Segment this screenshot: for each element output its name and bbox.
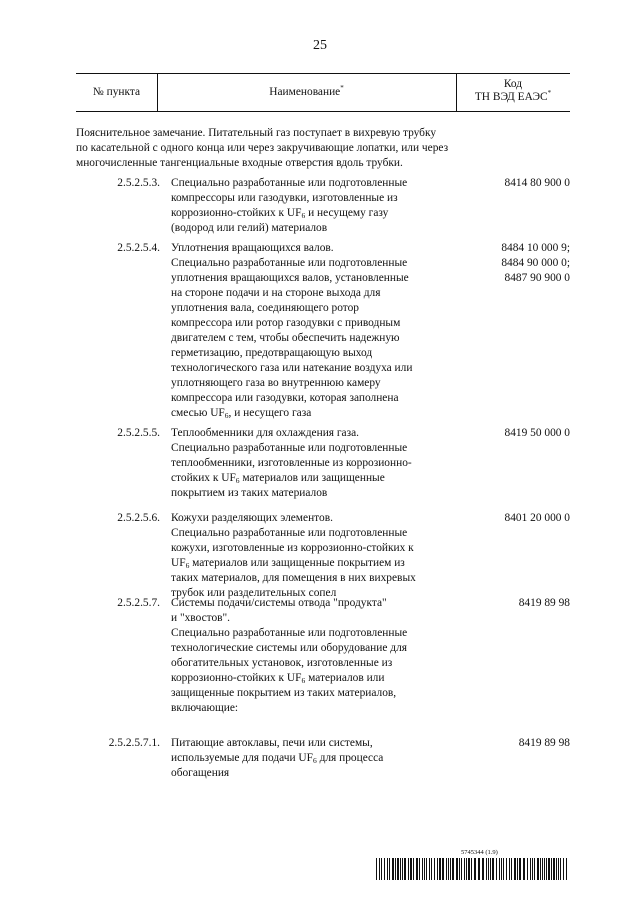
header-name-label: Наименование (269, 86, 341, 98)
item-description (171, 736, 456, 781)
explanatory-note (76, 126, 570, 171)
barcode-bar (519, 858, 521, 880)
barcode-bar (461, 858, 462, 880)
footnote-mark: * (340, 84, 344, 92)
description-line: трубок или разделительных сопел (171, 587, 337, 599)
item-number: 2.5.2.5.5. (117, 427, 160, 439)
barcode-bar (490, 858, 491, 880)
description-line: Специально разработанные или подготовленные (171, 177, 408, 189)
barcode-bar (459, 858, 460, 880)
header-code-column (456, 78, 570, 104)
code-line: 8401 20 000 0 (504, 512, 570, 524)
item-description (171, 241, 456, 421)
table-header-bottom-rule (76, 111, 570, 112)
note-line: Пояснительное замечание. Питательный газ поступает в вихревую трубку (76, 127, 437, 139)
item-number: 2.5.2.5.7. (117, 597, 160, 609)
barcode-bar (511, 858, 512, 880)
description-line: коррозионно-стойких к $UF_6$ материалов или (171, 672, 385, 685)
barcode-bar (437, 858, 438, 880)
barcode-bar (392, 858, 394, 880)
barcode-bar (400, 858, 401, 880)
barcode-bar (523, 858, 525, 880)
barcode-bar (496, 858, 497, 880)
description-line: уплотнения вращающихся валов, установленные (171, 272, 409, 284)
description-line: $UF_6$ материалов или защищенные покрытием из (171, 557, 405, 570)
description-line: используемые для подачи $UF_6$ для процесса (171, 752, 384, 765)
description-line: технологического газа или натекание воздуха или (171, 362, 413, 374)
subscript: 6 (224, 411, 229, 420)
barcode-bar (379, 858, 380, 880)
code-line: 8419 89 98 (518, 597, 570, 609)
barcode-bar (544, 858, 545, 880)
barcode-bar (517, 858, 518, 880)
barcode-bar (424, 858, 425, 880)
barcode-bar (499, 858, 500, 880)
barcode-bar (546, 858, 547, 880)
barcode-bar (514, 858, 516, 880)
description-line: Специально разработанные или подготовленные (171, 627, 408, 639)
description-line: смесью $UF_6$, и несущего газа (171, 407, 312, 420)
barcode-bar (563, 858, 564, 880)
description-line: двигателем с тем, чтобы обеспечить надежную (171, 332, 400, 344)
description-line: и "хвостов". (171, 612, 231, 624)
barcode-bar (402, 858, 403, 880)
barcode-bar (422, 858, 423, 880)
description-line: теплообменники, изготовленные из коррозионно- (171, 457, 412, 469)
description-line: Специально разработанные или подготовленные (171, 527, 408, 539)
document-reference: 5745344 (1.9) (461, 849, 498, 856)
barcode-bar (464, 858, 465, 880)
barcode-bar (468, 858, 470, 880)
description-line: уплотнения вала, соединяющего ротор (171, 302, 359, 314)
barcode-bar (456, 858, 458, 880)
description-line: таких материалов, для помещения в них вихревых (171, 572, 416, 584)
subscript: 6 (235, 476, 240, 485)
description-line: компрессора или ротор газодувки с приводным (171, 317, 401, 329)
barcode-bar (410, 858, 412, 880)
barcode-bar (530, 858, 531, 880)
description-line: кожухи, изготовленные из коррозионно-стойких к (171, 542, 414, 554)
barcode-bar (478, 858, 480, 880)
item-code (456, 511, 570, 526)
item-code (456, 426, 570, 441)
barcode-bar (537, 858, 539, 880)
barcode-bar (452, 858, 454, 880)
barcode-bar (426, 858, 427, 880)
item-number: 2.5.2.5.6. (117, 512, 160, 524)
barcode-bar (448, 858, 449, 880)
barcode-bar (503, 858, 504, 880)
barcode-bar (488, 858, 489, 880)
barcode-bar (548, 858, 550, 880)
barcode-bar (439, 858, 441, 880)
barcode-bar (413, 858, 414, 880)
description-line: компрессора или газодувки, которая заполнена (171, 392, 399, 404)
barcode-bar (416, 858, 418, 880)
barcode-bar (376, 858, 377, 880)
code-line: 8419 89 98 (518, 737, 570, 749)
description-line: Уплотнения вращающихся валов. (171, 242, 334, 254)
description-line: покрытием из таких материалов (171, 487, 328, 499)
barcode-bar (566, 858, 567, 880)
code-line: 8419 50 000 0 (504, 427, 570, 439)
description-line: Кожухи разделяющих элементов. (171, 512, 333, 524)
subscript: 6 (301, 676, 306, 685)
code-line: 8487 90 900 0 (504, 272, 570, 284)
item-description (171, 596, 456, 716)
barcode-bar (558, 858, 559, 880)
barcode-bar (482, 858, 484, 880)
barcode-bar (532, 858, 533, 880)
description-line: обогащения (171, 767, 230, 779)
item-code (456, 596, 570, 611)
barcode-bar (551, 858, 552, 880)
description-line: обогатительных установок, изготовленные из (171, 657, 393, 669)
barcode-bar (384, 858, 385, 880)
header-code-label: Код (503, 78, 523, 90)
barcode-bar (486, 858, 487, 880)
code-line: 8484 10 000 9; (501, 242, 570, 254)
subscript: 6 (185, 561, 190, 570)
barcode-bar (442, 858, 444, 880)
barcode-bar (540, 858, 541, 880)
table-header-top-rule (76, 73, 570, 74)
page-number: 25 (313, 38, 327, 53)
description-line: Специально разработанные или подготовленные (171, 257, 408, 269)
item-number: 2.5.2.5.7.1. (108, 737, 160, 749)
barcode-bar (429, 858, 430, 880)
barcode-bar (542, 858, 543, 880)
barcode-bar (446, 858, 447, 880)
item-number: 2.5.2.5.3. (117, 177, 160, 189)
item-description (171, 426, 456, 501)
description-line: (водород или гелий) материалов (171, 222, 328, 234)
description-line: Системы подачи/системы отвода "продукта" (171, 597, 387, 609)
description-line: коррозионно-стойких к $UF_6$ и несущему газу (171, 207, 389, 220)
barcode-bar (450, 858, 451, 880)
barcode-bar (527, 858, 528, 880)
barcode-bar (471, 858, 472, 880)
barcode-bar (556, 858, 557, 880)
barcode (376, 858, 570, 880)
description-line: на стороне подачи и на стороне выхода для (171, 287, 381, 299)
description-line: защищенные покрытием из таких материалов, (171, 687, 397, 699)
barcode-bar (434, 858, 435, 880)
item-code (456, 736, 570, 751)
item-number: 2.5.2.5.4. (117, 242, 160, 254)
barcode-bar (389, 858, 390, 880)
description-line: технологические системы или оборудование для (171, 642, 407, 654)
barcode-bar (395, 858, 396, 880)
subscript: 6 (301, 211, 306, 220)
barcode-bar (431, 858, 432, 880)
code-line: 8484 90 000 0; (501, 257, 570, 269)
barcode-bar (397, 858, 399, 880)
barcode-bar (553, 858, 555, 880)
barcode-bar (404, 858, 406, 880)
barcode-bar (560, 858, 561, 880)
barcode-bar (474, 858, 476, 880)
header-number-label: № пункта (92, 86, 141, 98)
description-line: герметизацию, предотвращающую выход (171, 347, 373, 359)
description-line: включающие: (171, 702, 239, 714)
item-code (456, 241, 570, 286)
description-line: уплотняющего газа во внутреннюю камеру (171, 377, 381, 389)
header-number-column (76, 86, 157, 99)
description-line: стойких к $UF_6$ материалов или защищенные (171, 472, 385, 485)
description-line: компрессоры или газодувки, изготовленные из (171, 192, 398, 204)
barcode-bar (387, 858, 388, 880)
description-line: Питающие автоклавы, печи или системы, (171, 737, 373, 749)
header-name-column (157, 86, 456, 99)
code-line: 8414 80 900 0 (504, 177, 570, 189)
subscript: 6 (312, 756, 317, 765)
item-description (171, 176, 456, 236)
item-code (456, 176, 570, 191)
description-line: Теплообменники для охлаждения газа. (171, 427, 360, 439)
barcode-bar (506, 858, 507, 880)
note-line: многочисленные тангенциальные входные отверстия вдоль трубки. (76, 157, 403, 169)
barcode-bar (534, 858, 535, 880)
note-line: по касательной с одного конца или через закручивающие лопатки, или через (76, 142, 449, 154)
barcode-bar (419, 858, 420, 880)
barcode-bar (381, 858, 382, 880)
description-line: Специально разработанные или подготовленные (171, 442, 408, 454)
barcode-bar (501, 858, 502, 880)
item-description (171, 511, 456, 601)
header-code-label: ТН ВЭД ЕАЭС (474, 91, 548, 103)
barcode-bar (509, 858, 510, 880)
barcode-bar (492, 858, 494, 880)
barcode-bar (408, 858, 409, 880)
barcode-bar (466, 858, 467, 880)
footnote-mark: * (547, 89, 552, 97)
